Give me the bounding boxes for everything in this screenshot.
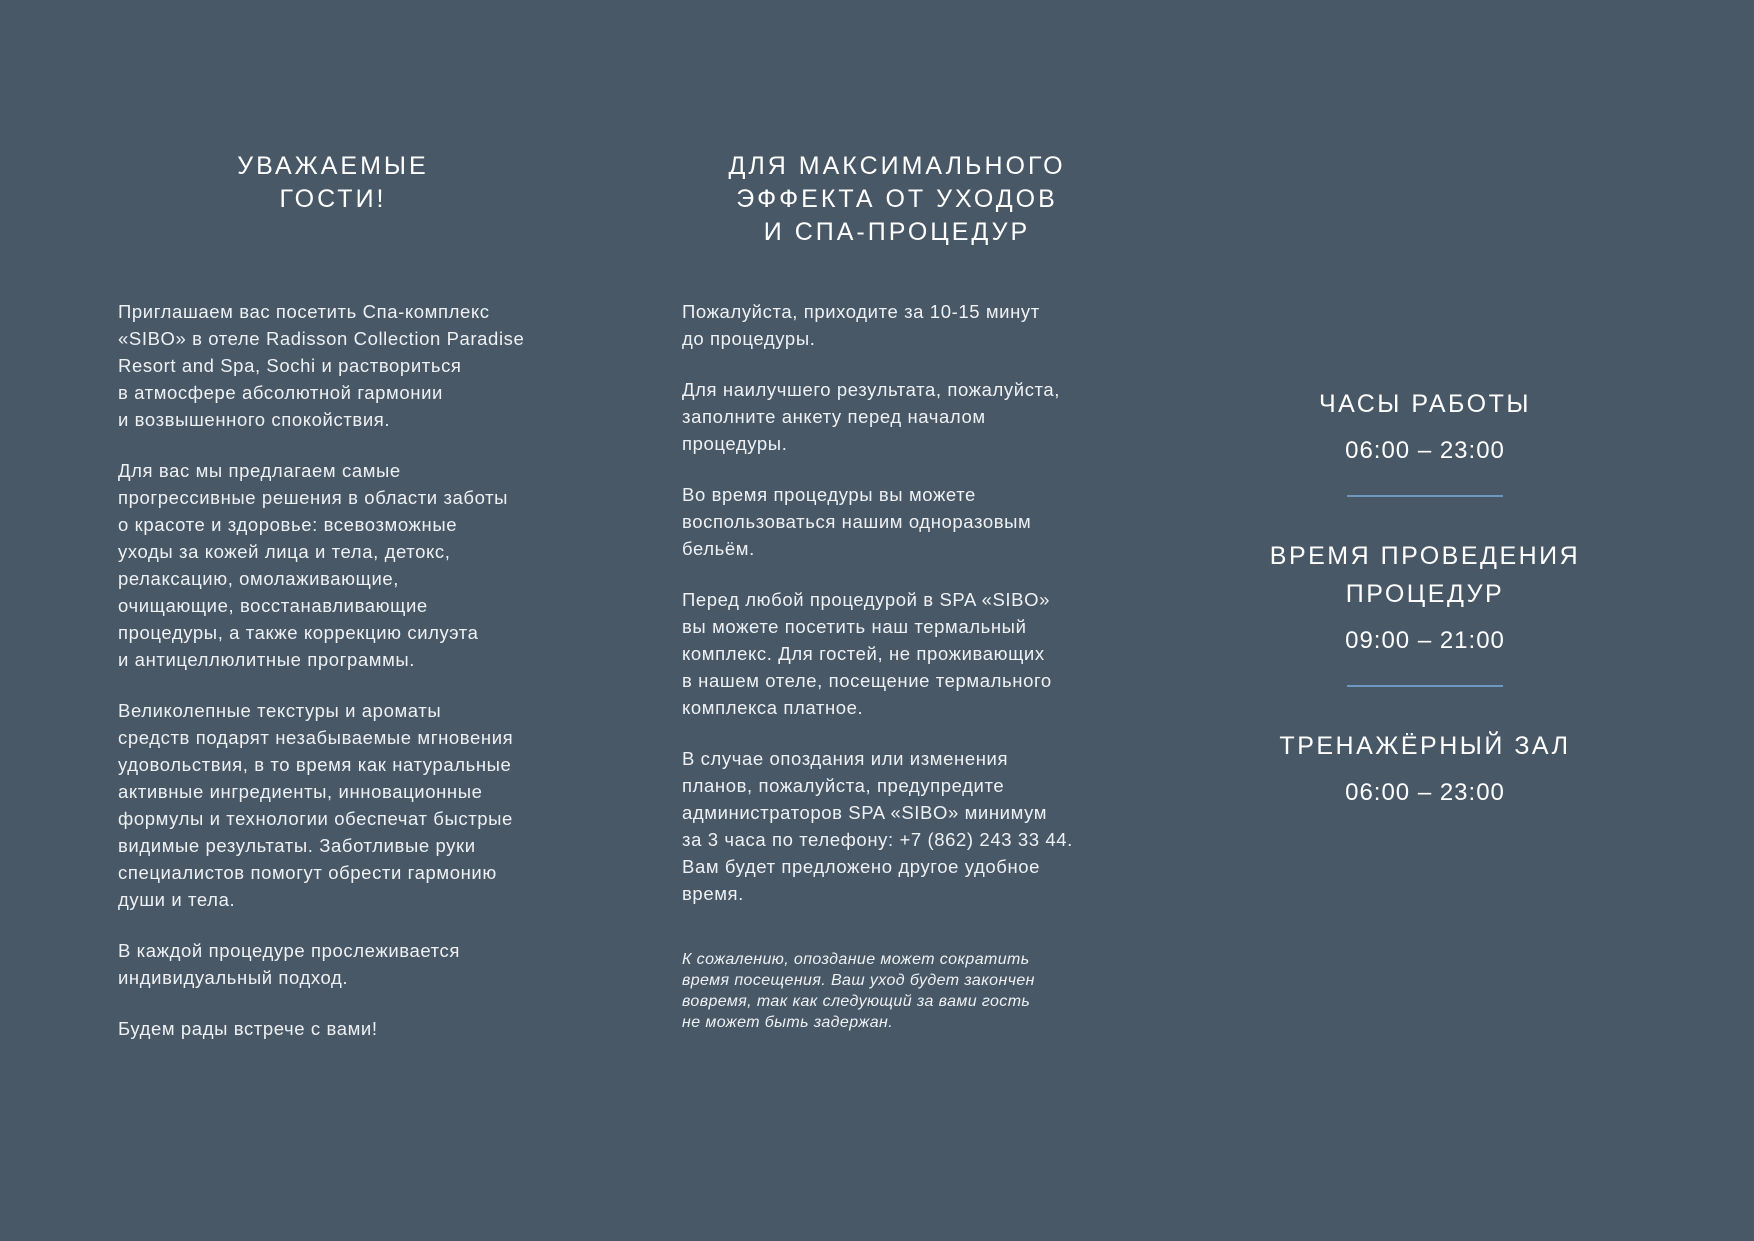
left-heading: УВАЖАЕМЫЕ ГОСТИ! — [237, 152, 429, 213]
left-paragraph-4: В каждой процедуре прослеживается индивидуальный подход. — [118, 940, 460, 988]
opening-hours-block — [1225, 385, 1625, 467]
divider-1 — [1347, 495, 1503, 497]
left-paragraph-2: Для вас мы предлагаем самые прогрессивные решения в области заботы о красоте и здоровье: всевозможные уходы за кожей лица и тела, детокс, релаксацию, омолаживающие, очищающие, восстанавливающие процедуры, а также коррекцию силуэта и антицеллюлитные программы. — [118, 460, 509, 670]
left-paragraph-5: Будем рады встрече с вами! — [118, 1018, 378, 1039]
hours-column — [1225, 385, 1625, 809]
middle-paragraph-3: Во время процедуры вы можете воспользоваться нашим одноразовым бельём. — [682, 484, 1032, 559]
middle-heading: ДЛЯ МАКСИМАЛЬНОГО ЭФФЕКТА ОТ УХОДОВ И СПА-ПРОЦЕДУР — [728, 152, 1066, 246]
middle-paragraph-1: Пожалуйста, приходите за 10-15 минут до процедуры. — [682, 301, 1040, 349]
opening-hours-time: 06:00 – 23:00 — [1345, 437, 1505, 464]
left-heading-wrap — [118, 150, 598, 298]
treatment-hours-title: ВРЕМЯ ПРОВЕДЕНИЯ ПРОЦЕДУР — [1269, 542, 1581, 608]
middle-paragraph-4: Перед любой процедурой в SPA «SIBO» вы можете посетить наш термальный комплекс. Для гостей, не проживающих в нашем отеле, посещение термального комплекса платное. — [682, 589, 1052, 718]
gym-hours-block — [1225, 727, 1625, 809]
treatment-hours-time: 09:00 – 21:00 — [1345, 627, 1505, 654]
middle-column — [682, 150, 1182, 1033]
divider-2 — [1347, 685, 1503, 687]
left-paragraph-3: Великолепные текстуры и ароматы средств подарят незабываемые мгновения удовольствия, в то время как натуральные активные ингредиенты, инновационные формулы и технологии обеспечат быстрые видимые результаты. Заботливые руки специалистов помогут обрести гармонию души и тела. — [118, 700, 514, 910]
left-column — [118, 150, 598, 1066]
gym-hours-time: 06:00 – 23:00 — [1345, 779, 1505, 806]
late-arrival-note: К сожалению, опоздание может сократить время посещения. Ваш уход будет закончен вовремя, так как следующий за вами гость не может быть задержан. — [682, 951, 1035, 1031]
opening-hours-title: ЧАСЫ РАБОТЫ — [1318, 390, 1532, 418]
left-paragraph-1: Приглашаем вас посетить Спа-комплекс «SIBO» в отеле Radisson Collection Paradise Resort and Spa, Sochi и раствориться в атмосфере абсолютной гармонии и возвышенного спокойствия. — [118, 301, 525, 430]
treatment-hours-block — [1225, 537, 1625, 657]
middle-paragraph-5: В случае опоздания или изменения планов, пожалуйста, предупредите администраторов SPA «SIBO» минимум за 3 часа по телефону: +7 (862) 243 33 44. Вам будет предложено другое удобное время. — [682, 748, 1073, 904]
middle-heading-wrap — [682, 150, 1182, 298]
gym-hours-title: ТРЕНАЖЁРНЫЙ ЗАЛ — [1279, 732, 1571, 760]
middle-paragraph-2: Для наилучшего результата, пожалуйста, заполните анкету перед началом процедуры. — [682, 379, 1061, 454]
